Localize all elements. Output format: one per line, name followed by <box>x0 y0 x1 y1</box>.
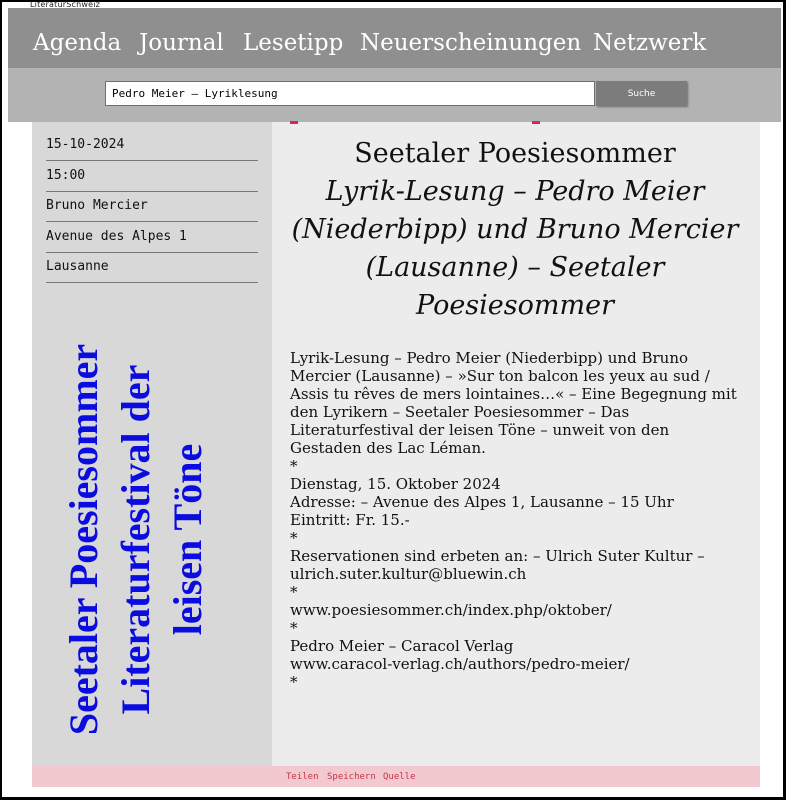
event-person: Bruno Mercier <box>46 191 258 222</box>
nav-lesetipp[interactable]: Lesetipp <box>243 30 344 56</box>
nav-neuerscheinungen[interactable]: Neuerscheinungen <box>360 30 582 56</box>
article-body <box>290 349 745 691</box>
article-subtitle: Lyrik-Lesung – Pedro Meier (Niederbipp) und Bruno Mercier (Lausanne) – Seetaler Poesiesommer <box>291 176 739 321</box>
brand-logo[interactable]: LiteraturSchweiz <box>30 0 101 9</box>
source-link[interactable]: Quelle <box>383 772 416 782</box>
vertical-caption: Seetaler Poesiesommer Literaturfestival der leisen Töne <box>61 343 210 736</box>
separator: * <box>290 583 298 601</box>
separator: * <box>290 619 298 637</box>
article-address-line: Adresse: – Avenue des Alpes 1, Lausanne – 15 Uhr <box>290 493 674 511</box>
article-reservation-line: Reservationen sind erbeten an: – Ulrich Suter Kultur – ulrich.suter.kultur@bluewin.ch <box>290 547 705 583</box>
share-link[interactable]: Teilen <box>286 772 319 782</box>
vertical-caption-box <box>58 317 218 762</box>
frame-left <box>0 0 2 800</box>
article-heading <box>280 132 750 325</box>
publisher-link[interactable]: www.caracol-verlag.ch/authors/pedro-meier/ <box>290 655 630 673</box>
save-link[interactable]: Speichern <box>327 772 376 782</box>
event-time: 15:00 <box>46 161 258 192</box>
search-button[interactable]: Suche <box>596 81 687 106</box>
frame-top <box>0 0 786 2</box>
nav-agenda[interactable]: Agenda <box>33 30 122 56</box>
article-paragraph: Lyrik-Lesung – Pedro Meier (Niederbipp) und Bruno Mercier (Lausanne) – »Sur ton balcon les yeux au sud / Assis tu rêves de mers lointaines…« – Eine Begegnung mit den Lyrikern – Seetaler Poesiesommer – Das Literaturfestival der leisen Töne – unweit von den Gestaden des Lac Léman. <box>290 349 737 457</box>
top-navigation <box>8 8 781 68</box>
article-date-line: Dienstag, 15. Oktober 2024 <box>290 475 501 493</box>
separator: * <box>290 529 298 547</box>
article-title: Seetaler Poesiesommer <box>354 138 676 169</box>
article-entry-line: Eintritt: Fr. 15.- <box>290 511 410 529</box>
festival-link[interactable]: www.poesiesommer.ch/index.php/oktober/ <box>290 601 612 619</box>
separator: * <box>290 457 298 475</box>
publisher-line: Pedro Meier – Caracol Verlag <box>290 637 514 655</box>
nav-netzwerk[interactable]: Netzwerk <box>593 30 707 56</box>
event-city: Lausanne <box>46 252 258 283</box>
nav-journal[interactable]: Journal <box>139 30 224 56</box>
search-input[interactable] <box>105 81 595 106</box>
event-date: 15-10-2024 <box>46 130 258 161</box>
scrolled-content-peek <box>290 121 550 124</box>
event-address: Avenue des Alpes 1 <box>46 222 258 253</box>
separator: * <box>290 673 298 691</box>
